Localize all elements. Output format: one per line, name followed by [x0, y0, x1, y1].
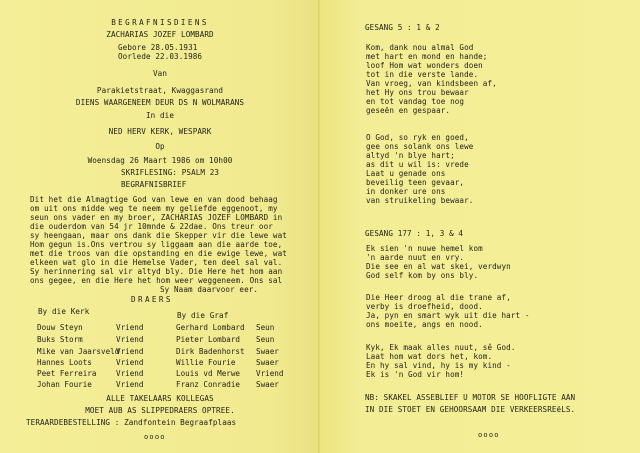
- verse-line: Die see en al wat skei, verdwyn: [366, 262, 511, 271]
- verse-line: verby is droefheid, dood.: [366, 302, 483, 311]
- letter-line: met die troos van die opstanding en die ewige lewe, wat: [30, 249, 287, 258]
- service-date: Woensdag 26 Maart 1986 om 10h00: [87, 156, 233, 165]
- verse-line: Die Heer droog al die trane af,: [366, 293, 511, 302]
- hymn-2-title: GESANG 177 : 1, 3 & 4: [365, 229, 464, 238]
- bearer-relation: Vriend: [256, 369, 284, 378]
- verse-line: het Hy ons trou bewaar: [366, 88, 469, 97]
- bearer-relation: Vriend: [116, 380, 144, 389]
- bearer-relation: Vriend: [116, 335, 144, 344]
- letter-line: elkeen wat glo in die Hemelse Vader, ten deel sal val.: [30, 258, 283, 267]
- verse-line: ons moeite, angs en nood.: [366, 320, 483, 329]
- letter-line: Dit het die Almagtige God van lewe en van dood behaag: [30, 195, 278, 204]
- verse-line: Ek is 'n God vir hom!: [366, 370, 465, 379]
- bearers-church-header: By die Kerk: [38, 307, 90, 316]
- burial-location: TERAARDEBESTELLING : Zandfontein Begraafplaas: [26, 418, 237, 427]
- bearer-church: Buks Storm: [37, 335, 83, 344]
- verse-line: Laat hom wat dors het, kom.: [366, 352, 493, 361]
- bearer-church: Hannes Loots: [37, 358, 92, 367]
- traffic-note-line-2: IN DIE STOET EN GEHOORSAAM DIE VERKEERSREëLS.: [365, 405, 576, 414]
- bearer-grave: Gerhard Lombard: [176, 323, 245, 332]
- verse-line: Ek sien 'n nuwe hemel kom: [366, 244, 483, 253]
- in-die-label: In die: [145, 111, 175, 120]
- letter-line: sy heengaan, maar ons dank die Skepper vir die lewe wat: [30, 231, 287, 240]
- bearer-church: Peet Ferreira: [37, 369, 97, 378]
- verse-line: altyd 'n blye hart;: [366, 151, 455, 160]
- service-heading: BEGRAFNISDIENS: [111, 18, 209, 27]
- verse-line: tot in die verste lande.: [366, 70, 479, 79]
- bearer-relation: Seun: [256, 323, 275, 332]
- verse-line: 'n aarde nuut en vry.: [366, 253, 465, 262]
- verse-line: God self kom by ons bly.: [366, 271, 479, 280]
- scripture-reading: SKRIFLESING: PSALM 23: [121, 168, 220, 177]
- letter-line: om uit ons midde weg te neem my geliefde eggenoot, my: [30, 204, 278, 213]
- residence: Parakietstraat, Kwaggasrand: [96, 86, 224, 95]
- footer-ornament: oooo: [144, 433, 166, 441]
- bearer-relation: Swaer: [256, 358, 279, 367]
- van-label: Van: [152, 69, 168, 78]
- letter-line: Sy Naam daarvoor eer.: [160, 285, 259, 294]
- verse-line: Kyk, Ek maak alles nuut, sê God.: [366, 343, 516, 352]
- bearer-church: Douw Steyn: [37, 323, 83, 332]
- church-name: NED HERV KERK, WESPARK: [108, 127, 212, 136]
- verse-line: met hart en mond en hande;: [366, 52, 488, 61]
- officiant: DIENS WAARGENEEM DEUR DS N WOLMARANS: [75, 98, 245, 107]
- bearer-grave: Pieter Lombard: [176, 335, 241, 344]
- bearers-grave-header: By die Graf: [177, 311, 229, 320]
- letter-line: die ouderdom van 54 jr 10mnde & 22dae. Ons treur oor: [30, 222, 273, 231]
- letter-title: BEGRAFNISBRIEF: [121, 180, 187, 189]
- bearer-church: Mike van Jaarsveld: [37, 347, 120, 356]
- right-page: [320, 0, 640, 453]
- verse-line: as dit u wil is: vrede: [366, 160, 469, 169]
- traffic-note-line-1: NB: SKAKEL ASSEBLIEF U MOTOR SE HOOFLIGTE AAN: [365, 393, 576, 402]
- verse-line: Van vroeg, van kindsbeen af,: [366, 79, 497, 88]
- footer-ornament: oooo: [478, 431, 500, 439]
- colleagues-note-line-1: ALLE TAKELAARS KOLLEGAS: [106, 394, 214, 403]
- verse-line: Ja, pyn en smart wyk uit die hart -: [366, 311, 530, 320]
- verse-line: in donker ure ons: [366, 187, 446, 196]
- bearer-relation: Vriend: [116, 358, 144, 367]
- hymn-1-title: GESANG 5 : 1 & 2: [365, 23, 440, 32]
- bearer-grave: Louis vd Merwe: [176, 369, 241, 378]
- bearer-grave: Dirk Badenhorst: [176, 347, 245, 356]
- verse-line: en tot vandag toe nog: [366, 97, 465, 106]
- verse-line: loof Hom wat wonders doen: [366, 61, 483, 70]
- verse-line: geseën en gespaar.: [366, 106, 451, 115]
- bearer-relation: Vriend: [116, 323, 144, 332]
- verse-line: gee ons solank ons lewe: [366, 142, 474, 151]
- verse-line: O God, so ryk en goed,: [366, 133, 469, 142]
- bearer-relation: Vriend: [116, 369, 144, 378]
- bearer-grave: Franz Conradie: [176, 380, 241, 389]
- verse-line: Kom, dank nou almal God: [366, 43, 474, 52]
- letter-line: Sy herinnering sal vir altyd bly. Die Here het hom aan: [30, 267, 283, 276]
- op-label: Op: [155, 142, 165, 151]
- verse-line: beveilig teen gevaar,: [366, 178, 465, 187]
- bearer-relation: Swaer: [256, 380, 279, 389]
- bearer-relation: Vriend: [116, 347, 144, 356]
- bearer-relation: Swaer: [256, 347, 279, 356]
- deceased-name: ZACHARIAS JOZEF LOMBARD: [106, 30, 214, 39]
- bearers-title: DRAERS: [131, 295, 173, 304]
- birth-date: Gebore 28.05.1931: [118, 43, 198, 52]
- letter-line: Hom gegun is.Ons vertrou sy liggaam aan die aarde toe,: [30, 240, 283, 249]
- death-date: Oorlede 22.03.1986: [118, 52, 203, 61]
- bearer-grave: Willie Fourie: [176, 358, 236, 367]
- verse-line: van struikeling bewaar.: [366, 196, 474, 205]
- colleagues-note-line-2: MOET AUB AS SLIPPEDRAERS OPTREE.: [85, 406, 235, 415]
- verse-line: Laat u genade ons: [366, 169, 446, 178]
- verse-line: En hy sal vind, hy is my kind -: [366, 361, 511, 370]
- letter-line: seun ons vader en my broer, ZACHARIAS JOZEF LOMBARD in: [30, 213, 283, 222]
- bearer-relation: Seun: [256, 335, 275, 344]
- bearer-church: Johan Fourie: [37, 380, 92, 389]
- letter-line: ons gegee, en die Here het hom weer weggeneem. Ons sal: [30, 276, 283, 285]
